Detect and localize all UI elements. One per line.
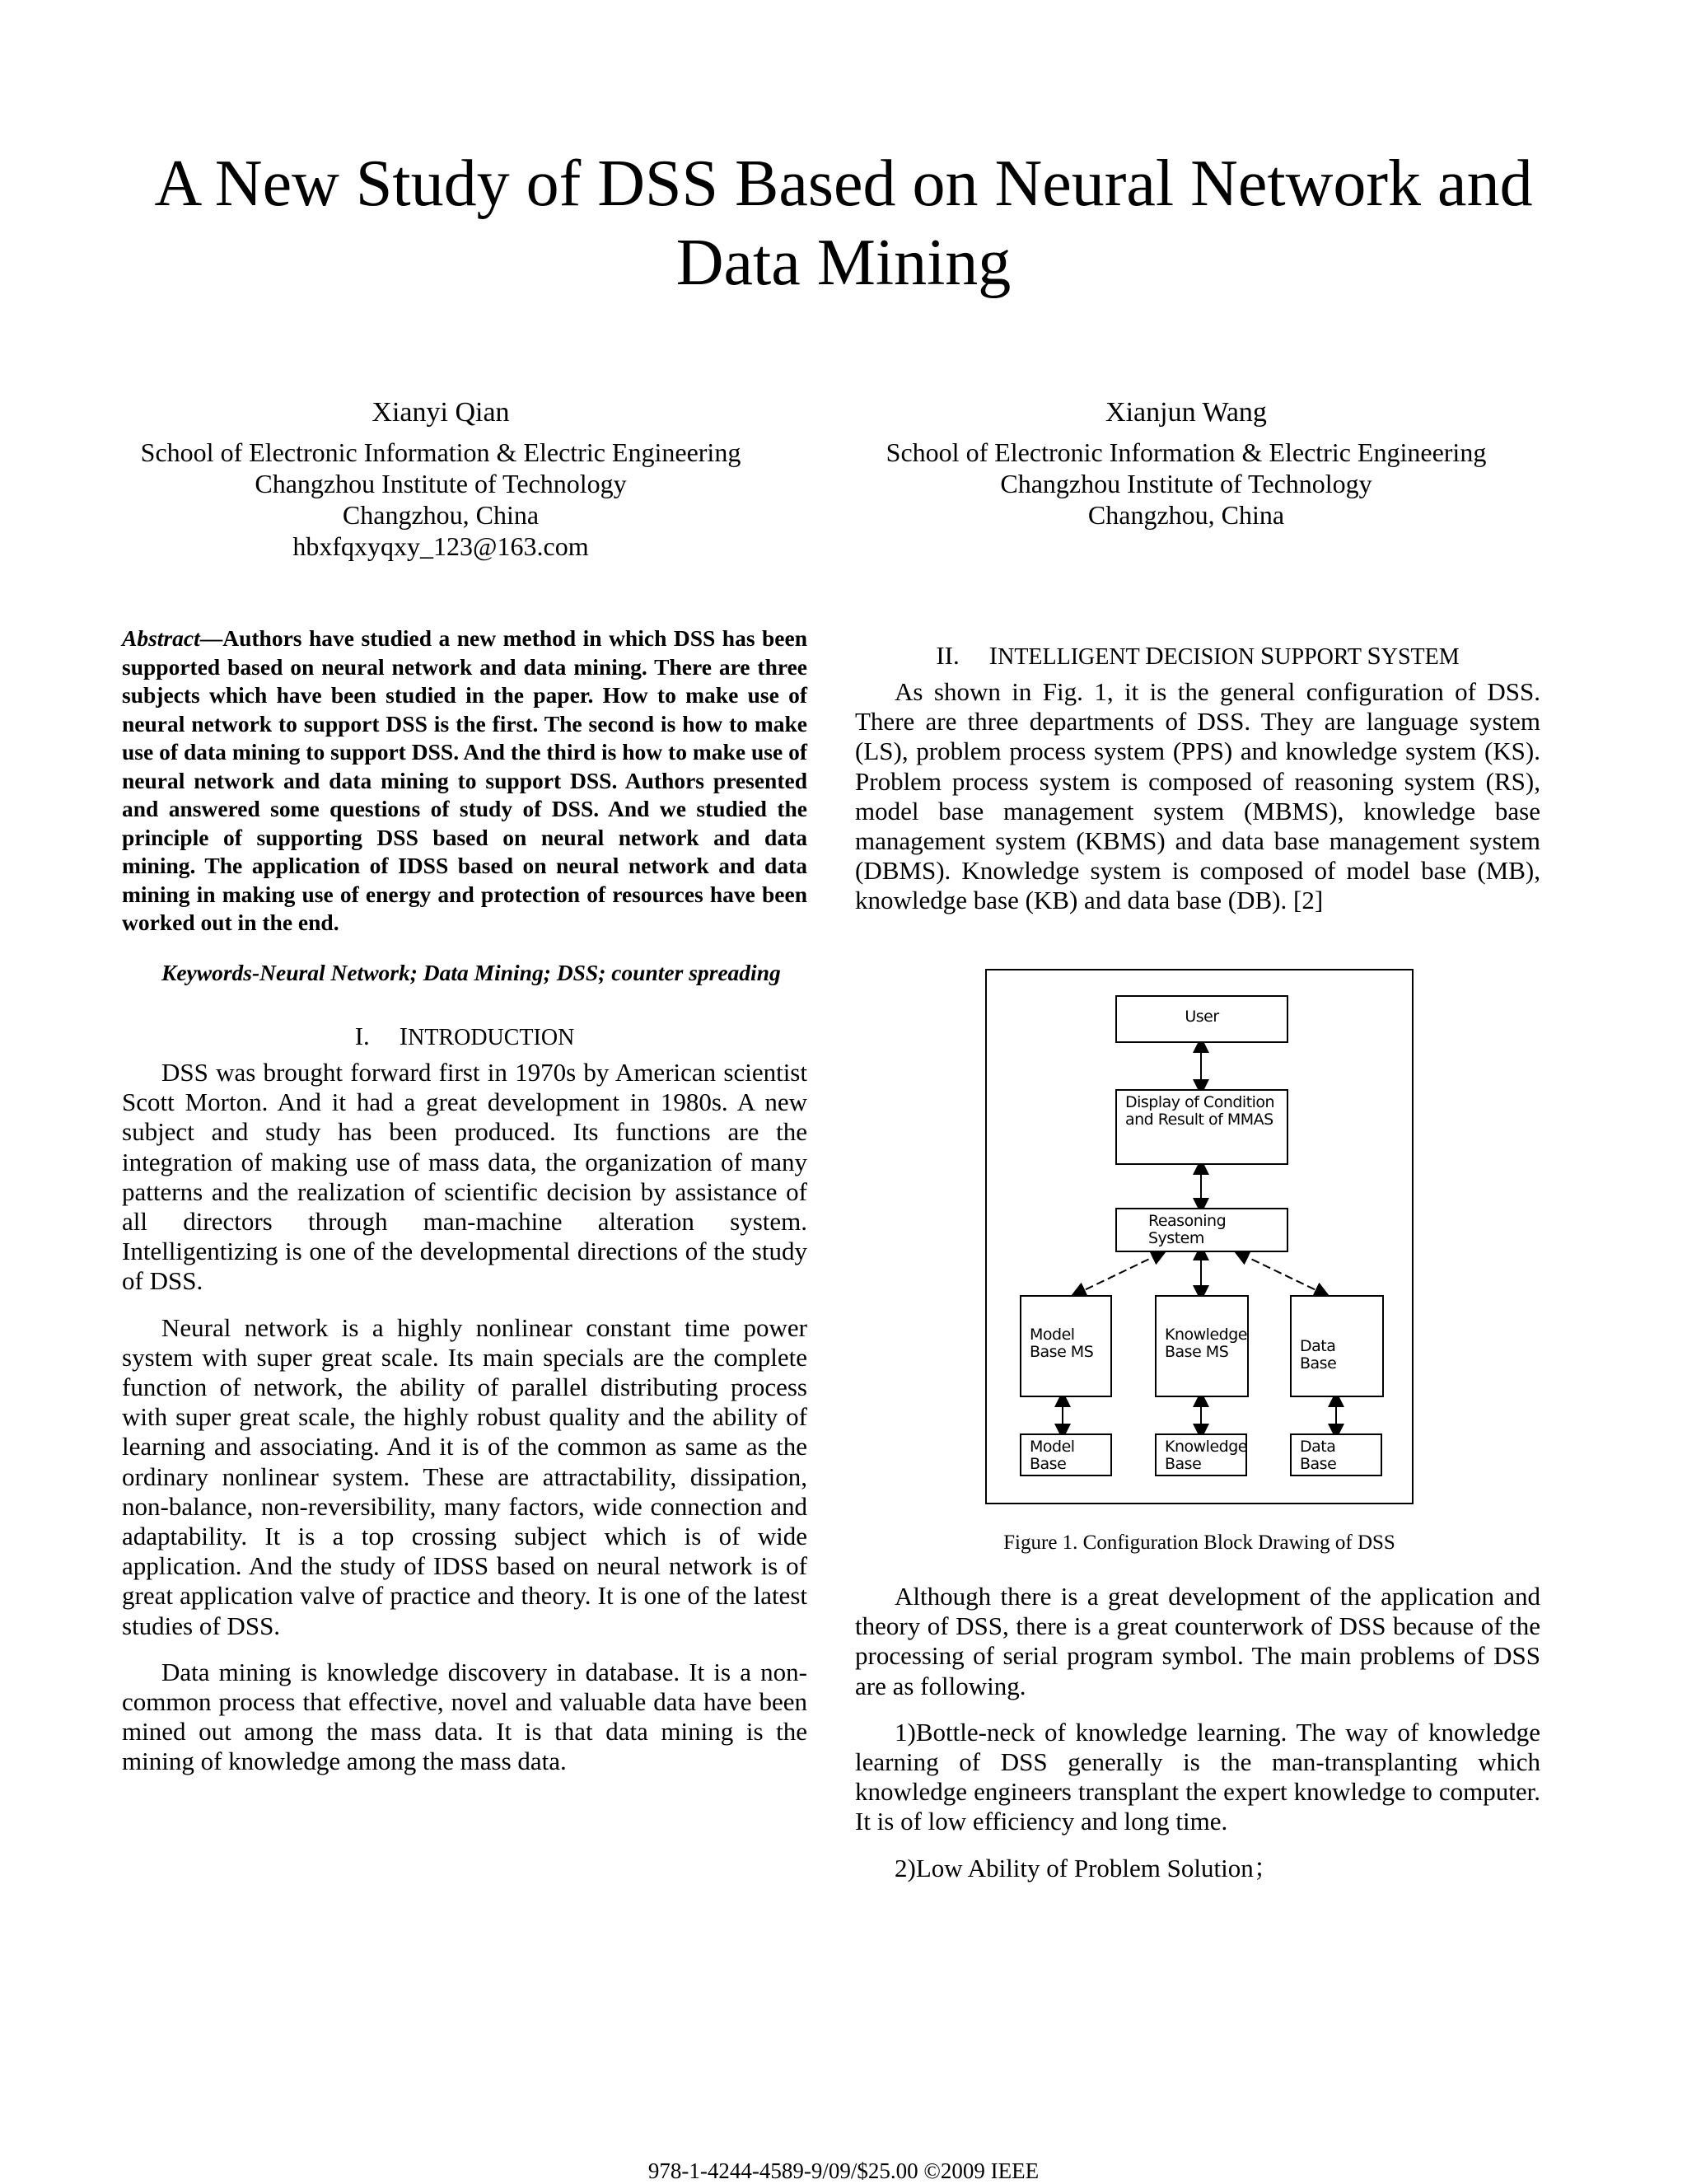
author-block-1	[115, 394, 766, 562]
section-title-rest: NTRODUCTION	[408, 1025, 575, 1050]
arrow-reasoning-model-ms	[1077, 1254, 1160, 1293]
author-name: Xianjun Wang	[1105, 397, 1267, 428]
author-dept: School of Electronic Information & Electric Engineering	[886, 437, 1487, 467]
author-block-2	[861, 394, 1512, 531]
node-user: User	[1115, 995, 1288, 1043]
node-reasoning-system: Reasoning System	[1115, 1208, 1288, 1252]
paragraph: Neural network is a highly nonlinear constant time power system with super great scale. Its main specials are the complete function of network, the ability of parallel distributing process with super great scale, the highly robust quality and the ability of learning and associating. And it is of the common as same as the ordinary nonlinear system. These are attractability, dissipation, non-balance, non-reversibility, many factors, wide connection and adaptability. It is a top crossing subject which is of wide application. And the study of IDSS based on neural network is of great application valve of practice and theory. It is one of the latest studies of DSS.	[122, 1312, 807, 1640]
title-line-1: A New Study of DSS Based on Neural Network and	[154, 147, 1533, 220]
section-number: I.	[354, 1022, 370, 1050]
figure-dss-block-diagram	[985, 969, 1414, 1504]
paragraph: Data mining is knowledge discovery in database. It is a non-common process that effective, novel and valuable data have been mined out among the mass data. It is that data mining is the mining of knowledge among the mass data.	[122, 1657, 807, 1776]
arrow-reasoning-data-ms	[1241, 1254, 1323, 1293]
node-display: Display of Condition and Result of MMAS	[1115, 1089, 1288, 1165]
section-heading-introduction	[122, 1022, 807, 1053]
heading-word-initial: D	[1145, 641, 1164, 670]
left-column	[122, 624, 807, 1777]
paper-title	[0, 144, 1687, 302]
copyright-footer: 978-1-4244-4589-9/09/$25.00 ©2009 IEEE	[647, 2158, 1040, 2183]
section-title-initial: I	[399, 1022, 409, 1050]
author-institute: Changzhou Institute of Technology	[1000, 469, 1372, 498]
heading-word-rest: YSTEM	[1381, 644, 1460, 670]
heading-word-rest: NTELLIGENT	[998, 644, 1140, 670]
author-email: hbxfqxyqxy_123@163.com	[292, 531, 589, 561]
abstract-label: Abstract	[122, 625, 200, 651]
paragraph: Although there is a great development of the application and theory of DSS, there is a great counterwork of DSS because of the processing of serial program symbol. The main problems of DSS are as following.	[855, 1582, 1540, 1700]
abstract	[122, 624, 807, 938]
heading-word-rest: ECISION	[1163, 644, 1255, 670]
section-number: II.	[936, 641, 960, 670]
introduction-body	[122, 1058, 807, 1777]
paragraph: 1)Bottle-neck of knowledge learning. The way of knowledge learning of DSS generally is the man-transplanting which knowledge engineers transplant the expert knowledge to computer. It is of low efficiency and long time.	[855, 1717, 1540, 1836]
section-heading-idss	[855, 641, 1540, 672]
figure-caption: Figure 1. Configuration Block Drawing of DSS	[1003, 1532, 1395, 1554]
heading-word-rest: UPPORT	[1274, 644, 1362, 670]
heading-word-initial: S	[1260, 641, 1275, 670]
node-data-base-ms: Data Base	[1290, 1295, 1384, 1397]
author-dept: School of Electronic Information & Electric Engineering	[140, 437, 741, 467]
keywords: Keywords-Neural Network; Data Mining; DSS; counter spreading	[161, 959, 781, 985]
author-institute: Changzhou Institute of Technology	[255, 469, 627, 498]
node-knowledge-base-ms: Knowledge Base MS	[1155, 1295, 1249, 1397]
node-data-base: Data Base	[1290, 1433, 1382, 1476]
title-line-2: Data Mining	[675, 227, 1012, 299]
paragraph: DSS was brought forward first in 1970s by American scientist Scott Morton. And it had a great development in 1980s. A new subject and study has been produced. Its functions are the integration of making use of mass data, the organization of many patterns and the realization of scientific decision by assistance of all directors through man-machine alteration system. Intelligentizing is one of the developmental directions of the study of DSS.	[122, 1058, 807, 1296]
paragraph: As shown in Fig. 1, it is the general configuration of DSS. There are three departments of DSS. They are language system (LS), problem process system (PPS) and knowledge system (KS). Problem process system is composed of reasoning system (RS), model base management system (MBMS), knowledge base management system (KBMS) and data base management system (DBMS). Knowledge system is composed of model base (MB), knowledge base (KB) and data base (DB). [2]	[855, 677, 1540, 915]
node-model-base-ms: Model Base MS	[1020, 1295, 1112, 1397]
right-column	[855, 641, 1540, 916]
heading-word-initial: S	[1367, 641, 1381, 670]
idss-body-continued	[855, 1582, 1540, 1883]
author-name: Xianyi Qian	[372, 397, 510, 428]
node-model-base: Model Base	[1020, 1433, 1112, 1476]
idss-body-intro	[855, 677, 1540, 916]
heading-word-initial: I	[988, 641, 998, 670]
author-city: Changzhou, China	[1087, 500, 1285, 530]
abstract-text: —Authors have studied a new method in which DSS has been supported based on neural network and data mining. There are three subjects which have been studied in the paper. How to make use of neural network to support DSS is the first. The second is how to make use of data mining to support DSS. And the third is how to make use of neural network and data mining to support DSS. Authors presented and answered some questions of study of DSS. And we studied the principle of supporting DSS based on neural network and data mining. The application of IDSS based on neural network and data mining in making use of energy and protection of resources have been worked out in the end.	[122, 625, 807, 935]
paragraph: 2)Low Ability of Problem Solution；	[895, 1853, 1279, 1882]
author-city: Changzhou, China	[342, 500, 540, 530]
node-knowledge-base: Knowledge Base	[1155, 1433, 1247, 1476]
